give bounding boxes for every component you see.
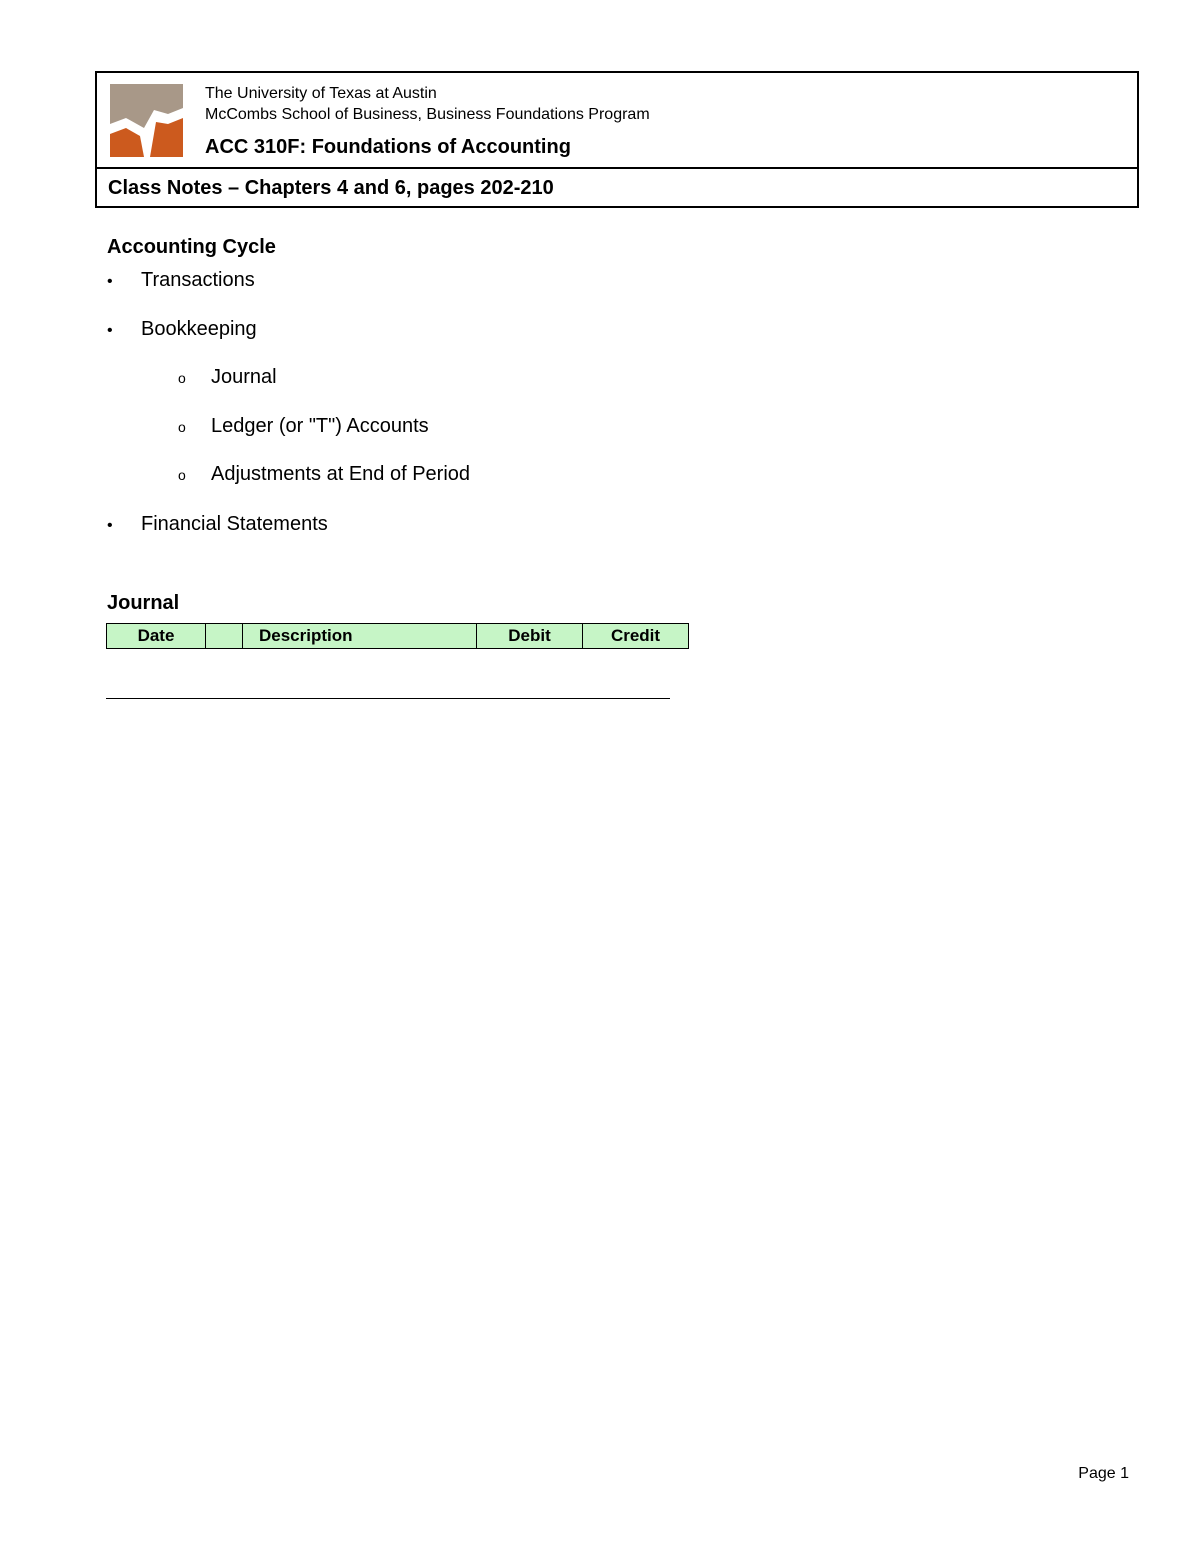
journal-table: [106, 623, 689, 649]
bullet-icon: •: [107, 517, 113, 534]
journal-header-row: [107, 624, 689, 649]
school-name: McCombs School of Business, Business Foundations Program: [205, 106, 650, 123]
sub-bullet-icon: o: [178, 370, 186, 386]
column-header-debit: Debit: [477, 624, 583, 649]
bullet-icon: •: [107, 273, 113, 290]
sub-bullet-icon: o: [178, 419, 186, 435]
class-notes-title: Class Notes – Chapters 4 and 6, pages 202-210: [108, 177, 554, 199]
journal-heading: Journal: [107, 592, 180, 614]
list-item-label: Transactions: [141, 269, 255, 291]
sub-bullet-icon: o: [178, 467, 186, 483]
sub-list-item-label: Ledger (or "T") Accounts: [211, 415, 429, 437]
header-top-panel: [97, 73, 1137, 169]
university-name: The University of Texas at Austin: [205, 85, 437, 102]
list-item: [107, 269, 255, 292]
accounting-cycle-heading: Accounting Cycle: [107, 236, 276, 258]
sub-list-item-label: Adjustments at End of Period: [211, 463, 471, 485]
list-item: [107, 513, 328, 536]
column-header-blank: [206, 624, 243, 649]
column-header-date: Date: [107, 624, 206, 649]
sub-list-item: [178, 415, 429, 438]
course-header-box: [95, 71, 1139, 208]
sub-list-item: [178, 463, 470, 486]
mccombs-logo-icon: [110, 84, 183, 157]
journal-entry-line: [106, 698, 670, 699]
column-header-description: Description: [243, 624, 477, 649]
column-header-credit: Credit: [583, 624, 689, 649]
list-item-label: Bookkeeping: [141, 318, 257, 340]
course-title: ACC 310F: Foundations of Accounting: [205, 136, 571, 158]
sub-list-item: [178, 366, 277, 389]
list-item-label: Financial Statements: [141, 513, 328, 535]
bullet-icon: •: [107, 322, 113, 339]
list-item: [107, 318, 257, 341]
page-number: Page 1: [1078, 1465, 1129, 1482]
sub-list-item-label: Journal: [211, 366, 277, 388]
